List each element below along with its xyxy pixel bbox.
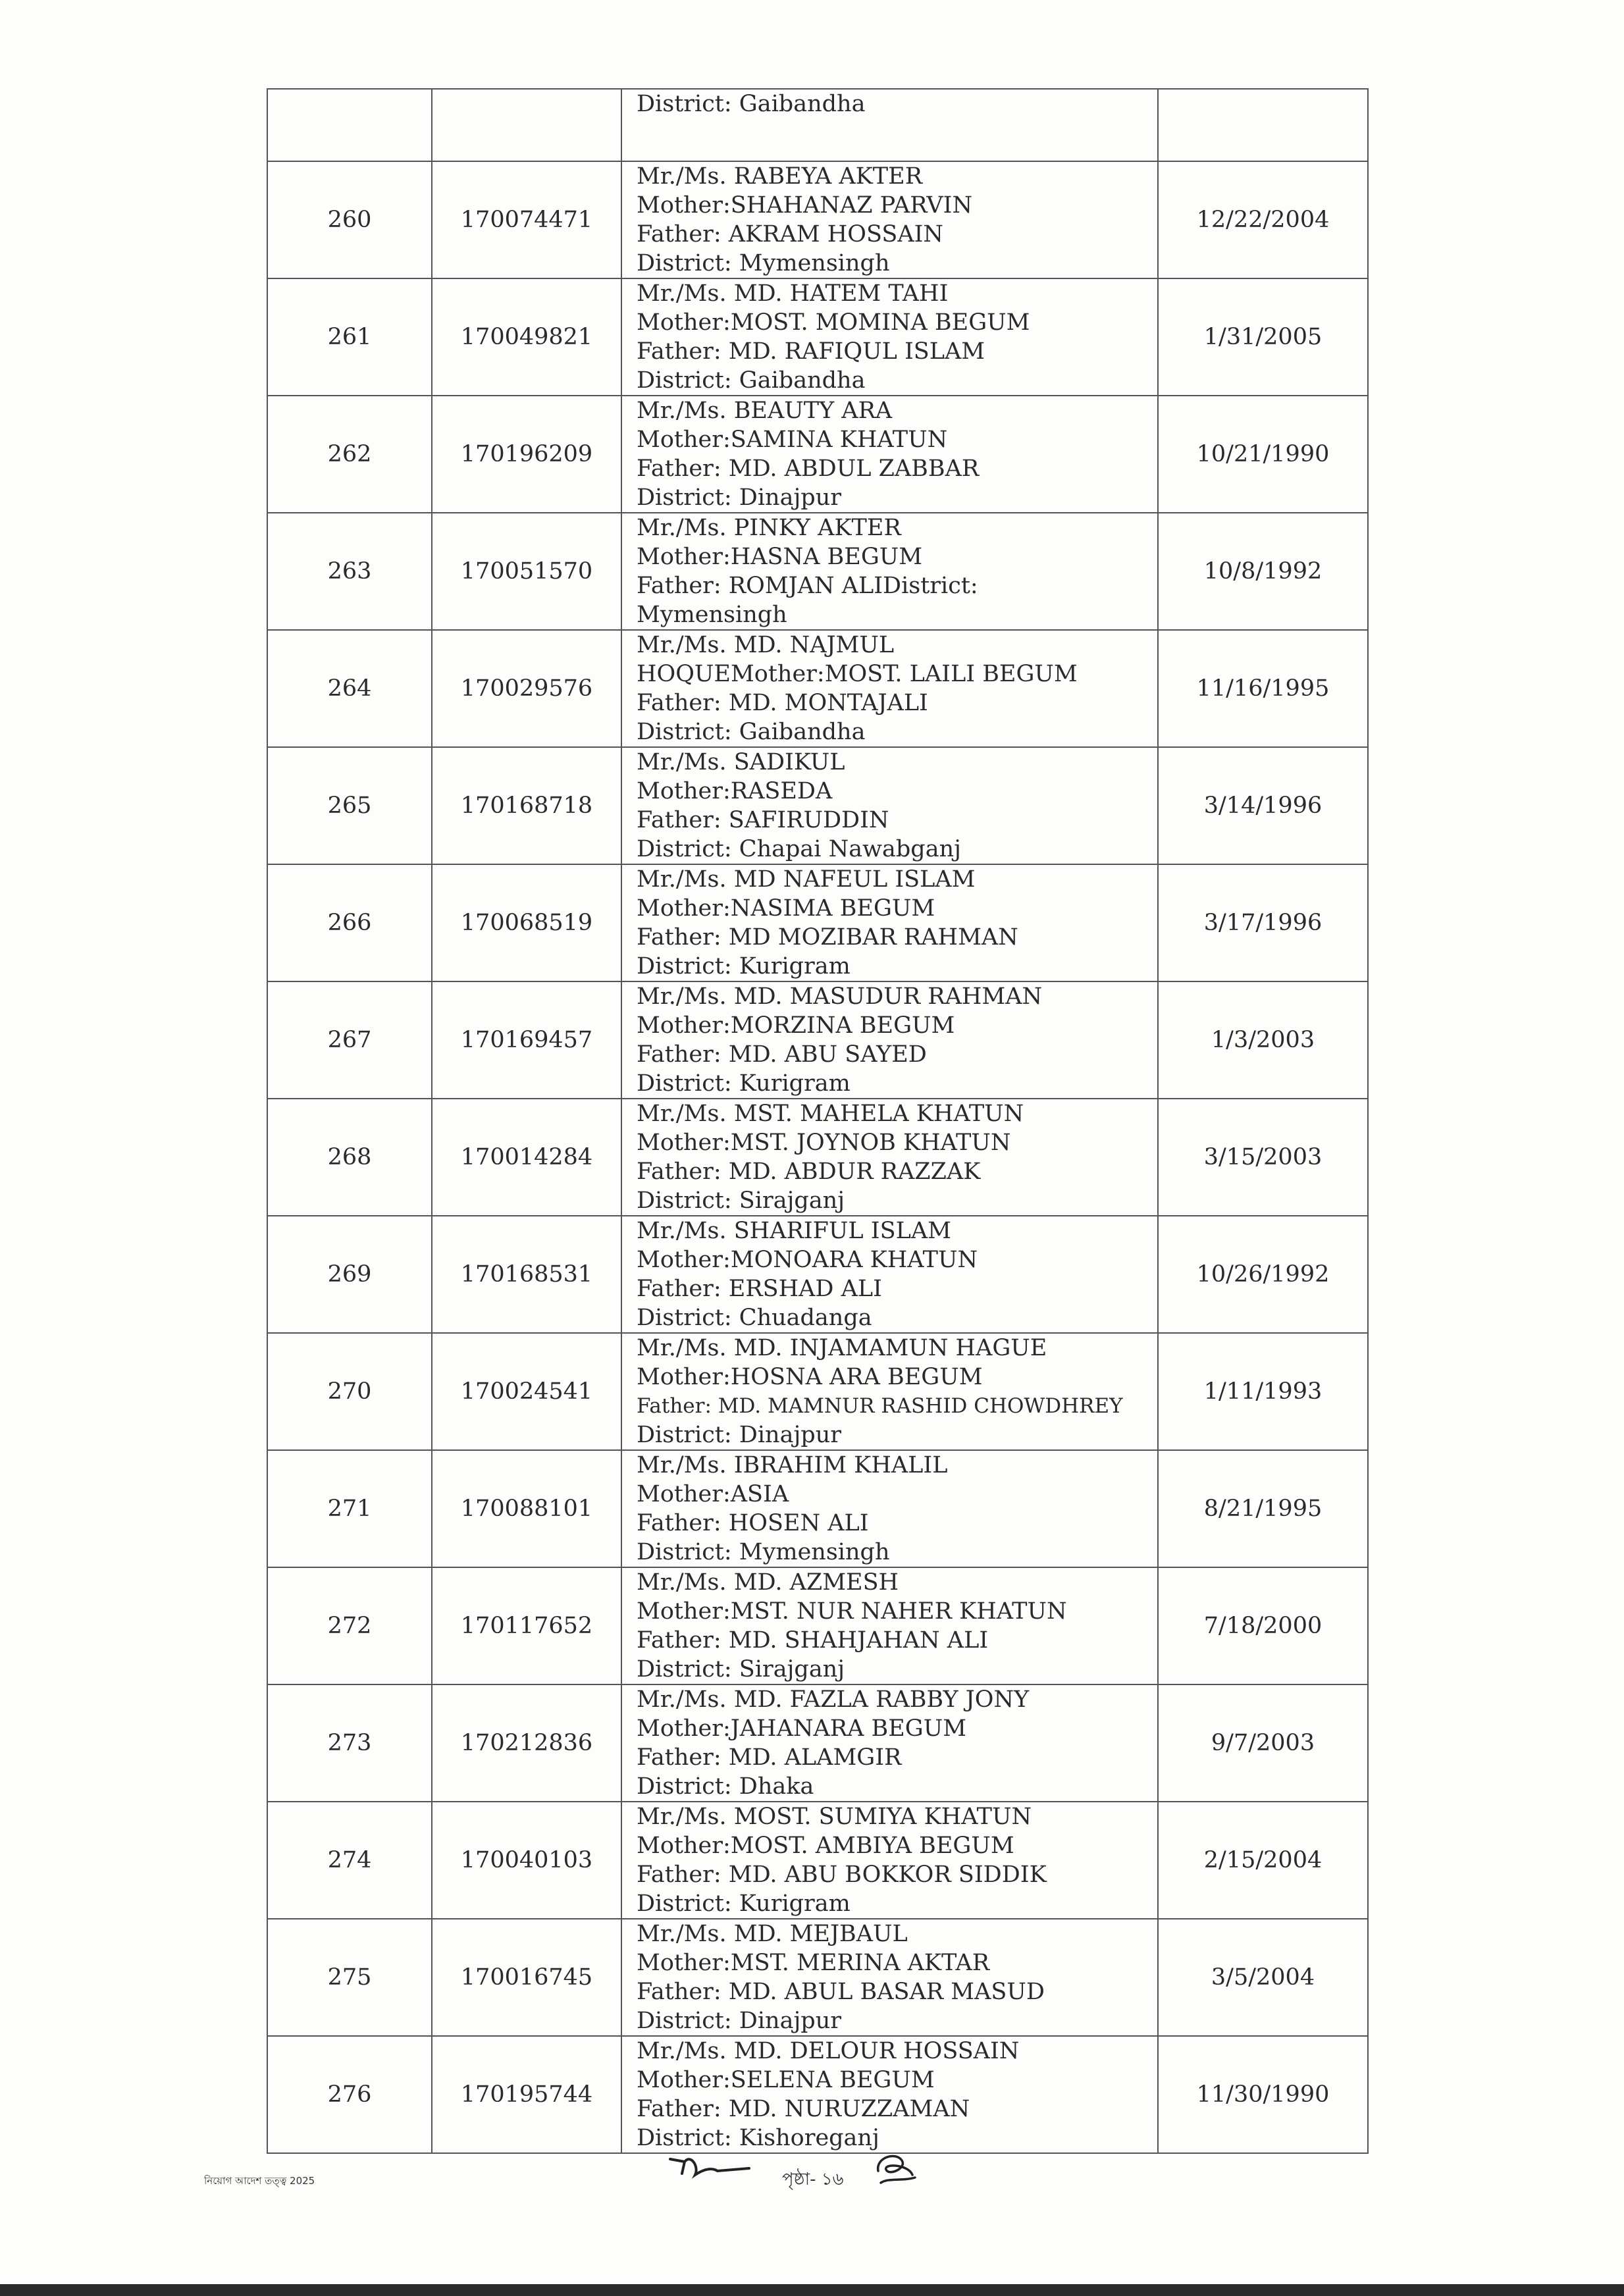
- info-line: Mr./Ms. MD. DELOUR HOSSAIN: [637, 2038, 1020, 2064]
- info-line: District: Chuadanga: [637, 1305, 872, 1331]
- table-row: [267, 1216, 1368, 1333]
- info-cell: [621, 864, 1158, 981]
- scan-bottom-edge: [0, 2284, 1624, 2296]
- table-row: [267, 747, 1368, 864]
- info-line: Father: MD. ABU BOKKOR SIDDIK: [637, 1862, 1047, 1888]
- info-line: Mr./Ms. MD. HATEM TAHI: [637, 280, 949, 307]
- info-line: District: Chapai Nawabganj: [637, 836, 961, 862]
- info-line: Mother:ASIA: [637, 1481, 789, 1507]
- footer-note: নিয়োগ আদেশ তত্ত্ব 2025: [204, 2175, 315, 2187]
- roll-cell: 170212836: [432, 1684, 621, 1802]
- info-line: Mother:MOST. MOMINA BEGUM: [637, 309, 1030, 336]
- info-line: Mother:MORZINA BEGUM: [637, 1012, 955, 1039]
- info-line: Father: MD. MONTAJALI: [637, 690, 928, 716]
- roll-cell: 170168718: [432, 747, 621, 864]
- dob-cell: 1/11/1993: [1158, 1333, 1368, 1450]
- dob-cell: 11/30/1990: [1158, 2036, 1368, 2153]
- info-line: Mr./Ms. SHARIFUL ISLAM: [637, 1218, 951, 1244]
- info-line: Father: MD. ALAMGIR: [637, 1744, 902, 1771]
- table-row: [267, 1802, 1368, 1919]
- dob-cell: 10/8/1992: [1158, 513, 1368, 630]
- info-line: Father: MD. ABDUR RAZZAK: [637, 1159, 981, 1185]
- info-line: Mr./Ms. MD. NAJMUL: [637, 632, 895, 658]
- info-line: Mr./Ms. MD. INJAMAMUN HAGUE: [637, 1335, 1047, 1361]
- info-line: Mother:JAHANARA BEGUM: [637, 1715, 967, 1742]
- info-line: District: Gaibandha: [637, 367, 866, 394]
- roll-cell: 170169457: [432, 981, 621, 1099]
- info-line: Mr./Ms. SADIKUL: [637, 749, 845, 775]
- table-row: [267, 396, 1368, 513]
- info-line: Mother:MST. NUR NAHER KHATUN: [637, 1598, 1067, 1625]
- info-line: Father: ERSHAD ALI: [637, 1276, 882, 1302]
- dob-cell: 3/14/1996: [1158, 747, 1368, 864]
- info-line: Father: MD. NURUZZAMAN: [637, 2096, 970, 2122]
- roll-cell: 170051570: [432, 513, 621, 630]
- info-cell: [621, 2036, 1158, 2153]
- dob-cell: 1/3/2003: [1158, 981, 1368, 1099]
- table-row: [267, 161, 1368, 278]
- table-row-continued: [267, 89, 1368, 161]
- info-cell: [621, 278, 1158, 396]
- info-line: Father: MD. RAFIQUL ISLAM: [637, 338, 985, 365]
- dob-cell: 8/21/1995: [1158, 1450, 1368, 1567]
- dob-cell: 10/21/1990: [1158, 396, 1368, 513]
- info-cell: [621, 1450, 1158, 1567]
- info-line: District: Mymensingh: [637, 250, 890, 276]
- info-line: District: Dhaka: [637, 1773, 814, 1800]
- info-line: Mr./Ms. MD. MASUDUR RAHMAN: [637, 983, 1043, 1010]
- info-line: District: Dinajpur: [637, 1422, 841, 1448]
- dob-cell: 1/31/2005: [1158, 278, 1368, 396]
- roll-cell: 170029576: [432, 630, 621, 747]
- roll-cell: 170168531: [432, 1216, 621, 1333]
- info-line: Mr./Ms. RABEYA AKTER: [637, 163, 923, 190]
- info-line: Mr./Ms. MD. FAZLA RABBY JONY: [637, 1686, 1030, 1713]
- dob-cell: 7/18/2000: [1158, 1567, 1368, 1684]
- serial-cell: 261: [267, 278, 432, 396]
- info-line: Mr./Ms. MD. AZMESH: [637, 1569, 899, 1596]
- info-line: Mother:SHAHANAZ PARVIN: [637, 192, 973, 219]
- roll-cell: 170016745: [432, 1919, 621, 2036]
- roll-cell: 170074471: [432, 161, 621, 278]
- roll-cell: 170040103: [432, 1802, 621, 1919]
- dob-cell: 9/7/2003: [1158, 1684, 1368, 1802]
- table-row: [267, 864, 1368, 981]
- info-cell: [621, 1802, 1158, 1919]
- info-line: Mother:MST. MERINA AKTAR: [637, 1950, 990, 1976]
- info-line: Father: MD. SHAHJAHAN ALI: [637, 1627, 989, 1654]
- info-line: District: Kurigram: [637, 953, 851, 979]
- serial-cell: 263: [267, 513, 432, 630]
- info-line: Mother:MOST. AMBIYA BEGUM: [637, 1833, 1014, 1859]
- table-row: [267, 1919, 1368, 2036]
- info-line: Father: MD. ABUL BASAR MASUD: [637, 1979, 1045, 2005]
- table-row: [267, 278, 1368, 396]
- serial-cell: 265: [267, 747, 432, 864]
- serial-cell: 269: [267, 1216, 432, 1333]
- dob-cell: 3/15/2003: [1158, 1099, 1368, 1216]
- info-line: Mother:HOSNA ARA BEGUM: [637, 1364, 983, 1390]
- info-line: Mother:HASNA BEGUM: [637, 544, 923, 570]
- info-line: Mr./Ms. MOST. SUMIYA KHATUN: [637, 1804, 1032, 1830]
- serial-cell: 273: [267, 1684, 432, 1802]
- serial-cell: 267: [267, 981, 432, 1099]
- roll-cell: 170195744: [432, 2036, 621, 2153]
- table-row: [267, 1567, 1368, 1684]
- table-row: [267, 2036, 1368, 2153]
- candidate-table: [267, 88, 1369, 2154]
- info-cell: [621, 396, 1158, 513]
- page-number: পৃষ্ঠা- ১৬: [782, 2170, 844, 2189]
- info-line: Mr./Ms. MST. MAHELA KHATUN: [637, 1101, 1024, 1127]
- serial-cell: 276: [267, 2036, 432, 2153]
- info-cell: [621, 1216, 1158, 1333]
- info-cell: [621, 1333, 1158, 1450]
- table-row: [267, 1684, 1368, 1802]
- info-line: District: Mymensingh: [637, 1539, 890, 1565]
- info-line: District: Sirajganj: [637, 1656, 845, 1683]
- serial-cell: 268: [267, 1099, 432, 1216]
- info-line: Father: MD. MAMNUR RASHID CHOWDHREY: [637, 1394, 1123, 1418]
- info-line: Mother:MST. JOYNOB KHATUN: [637, 1130, 1011, 1156]
- info-line: Father: MD. ABDUL ZABBAR: [637, 456, 980, 482]
- table-row: [267, 1333, 1368, 1450]
- serial-cell: 260: [267, 161, 432, 278]
- serial-cell: 274: [267, 1802, 432, 1919]
- serial-cell: 275: [267, 1919, 432, 2036]
- roll-cell: 170014284: [432, 1099, 621, 1216]
- serial-cell: 266: [267, 864, 432, 981]
- info-cell: [621, 747, 1158, 864]
- signature-image: [665, 2147, 757, 2187]
- info-line: District: Dinajpur: [637, 484, 841, 511]
- table-row: [267, 981, 1368, 1099]
- info-cell: [621, 630, 1158, 747]
- info-line: Father: MD. ABU SAYED: [637, 1041, 927, 1068]
- dob-cell: 2/15/2004: [1158, 1802, 1368, 1919]
- info-line: Mother:NASIMA BEGUM: [637, 895, 935, 922]
- info-line: Father: MD MOZIBAR RAHMAN: [637, 924, 1018, 951]
- dob-cell: 3/5/2004: [1158, 1919, 1368, 2036]
- info-line: Mr./Ms. IBRAHIM KHALIL: [637, 1452, 948, 1478]
- district-line: District: Gaibandha: [637, 91, 866, 117]
- info-line: District: Dinajpur: [637, 2008, 841, 2034]
- info-cell: [621, 1567, 1158, 1684]
- serial-cell: 271: [267, 1450, 432, 1567]
- info-line: Mymensingh: [637, 602, 787, 628]
- roll-cell: 170117652: [432, 1567, 621, 1684]
- info-cell: [621, 89, 1158, 161]
- info-line: District: Kishoreganj: [637, 2125, 879, 2151]
- info-cell: [621, 1099, 1158, 1216]
- serial-cell: 272: [267, 1567, 432, 1684]
- roll-cell: 170196209: [432, 396, 621, 513]
- info-line: Father: AKRAM HOSSAIN: [637, 221, 944, 248]
- info-line: District: Sirajganj: [637, 1187, 845, 1214]
- candidate-table-body: [267, 89, 1368, 2153]
- initials-image: [869, 2145, 922, 2191]
- info-cell: [621, 1684, 1158, 1802]
- roll-cell: 170068519: [432, 864, 621, 981]
- roll-cell: [432, 89, 621, 161]
- info-line: Father: HOSEN ALI: [637, 1510, 869, 1536]
- serial-cell: [267, 89, 432, 161]
- info-line: District: Gaibandha: [637, 719, 866, 745]
- info-cell: [621, 1919, 1158, 2036]
- info-line: Father: SAFIRUDDIN: [637, 807, 889, 833]
- info-line: Father: ROMJAN ALIDistrict:: [637, 573, 978, 599]
- table-row: [267, 1099, 1368, 1216]
- serial-cell: 262: [267, 396, 432, 513]
- info-line: Mr./Ms. BEAUTY ARA: [637, 398, 893, 424]
- serial-cell: 264: [267, 630, 432, 747]
- info-line: District: Kurigram: [637, 1891, 851, 1917]
- info-line: District: Kurigram: [637, 1070, 851, 1097]
- info-cell: [621, 161, 1158, 278]
- info-line: Mr./Ms. MD. MEJBAUL: [637, 1921, 908, 1947]
- roll-cell: 170088101: [432, 1450, 621, 1567]
- table-row: [267, 1450, 1368, 1567]
- dob-cell: [1158, 89, 1368, 161]
- dob-cell: 10/26/1992: [1158, 1216, 1368, 1333]
- info-line: Mother:RASEDA: [637, 778, 833, 804]
- dob-cell: 12/22/2004: [1158, 161, 1368, 278]
- table-row: [267, 513, 1368, 630]
- info-line: Mr./Ms. MD NAFEUL ISLAM: [637, 866, 976, 893]
- dob-cell: 3/17/1996: [1158, 864, 1368, 981]
- info-cell: [621, 981, 1158, 1099]
- serial-cell: 270: [267, 1333, 432, 1450]
- table-row: [267, 630, 1368, 747]
- info-line: Mother:SELENA BEGUM: [637, 2067, 935, 2093]
- roll-cell: 170049821: [432, 278, 621, 396]
- info-line: HOQUEMother:MOST. LAILI BEGUM: [637, 661, 1078, 687]
- info-line: Mother:SAMINA KHATUN: [637, 427, 948, 453]
- dob-cell: 11/16/1995: [1158, 630, 1368, 747]
- info-cell: [621, 513, 1158, 630]
- info-line: Mother:MONOARA KHATUN: [637, 1247, 978, 1273]
- roll-cell: 170024541: [432, 1333, 621, 1450]
- info-line: Mr./Ms. PINKY AKTER: [637, 515, 901, 541]
